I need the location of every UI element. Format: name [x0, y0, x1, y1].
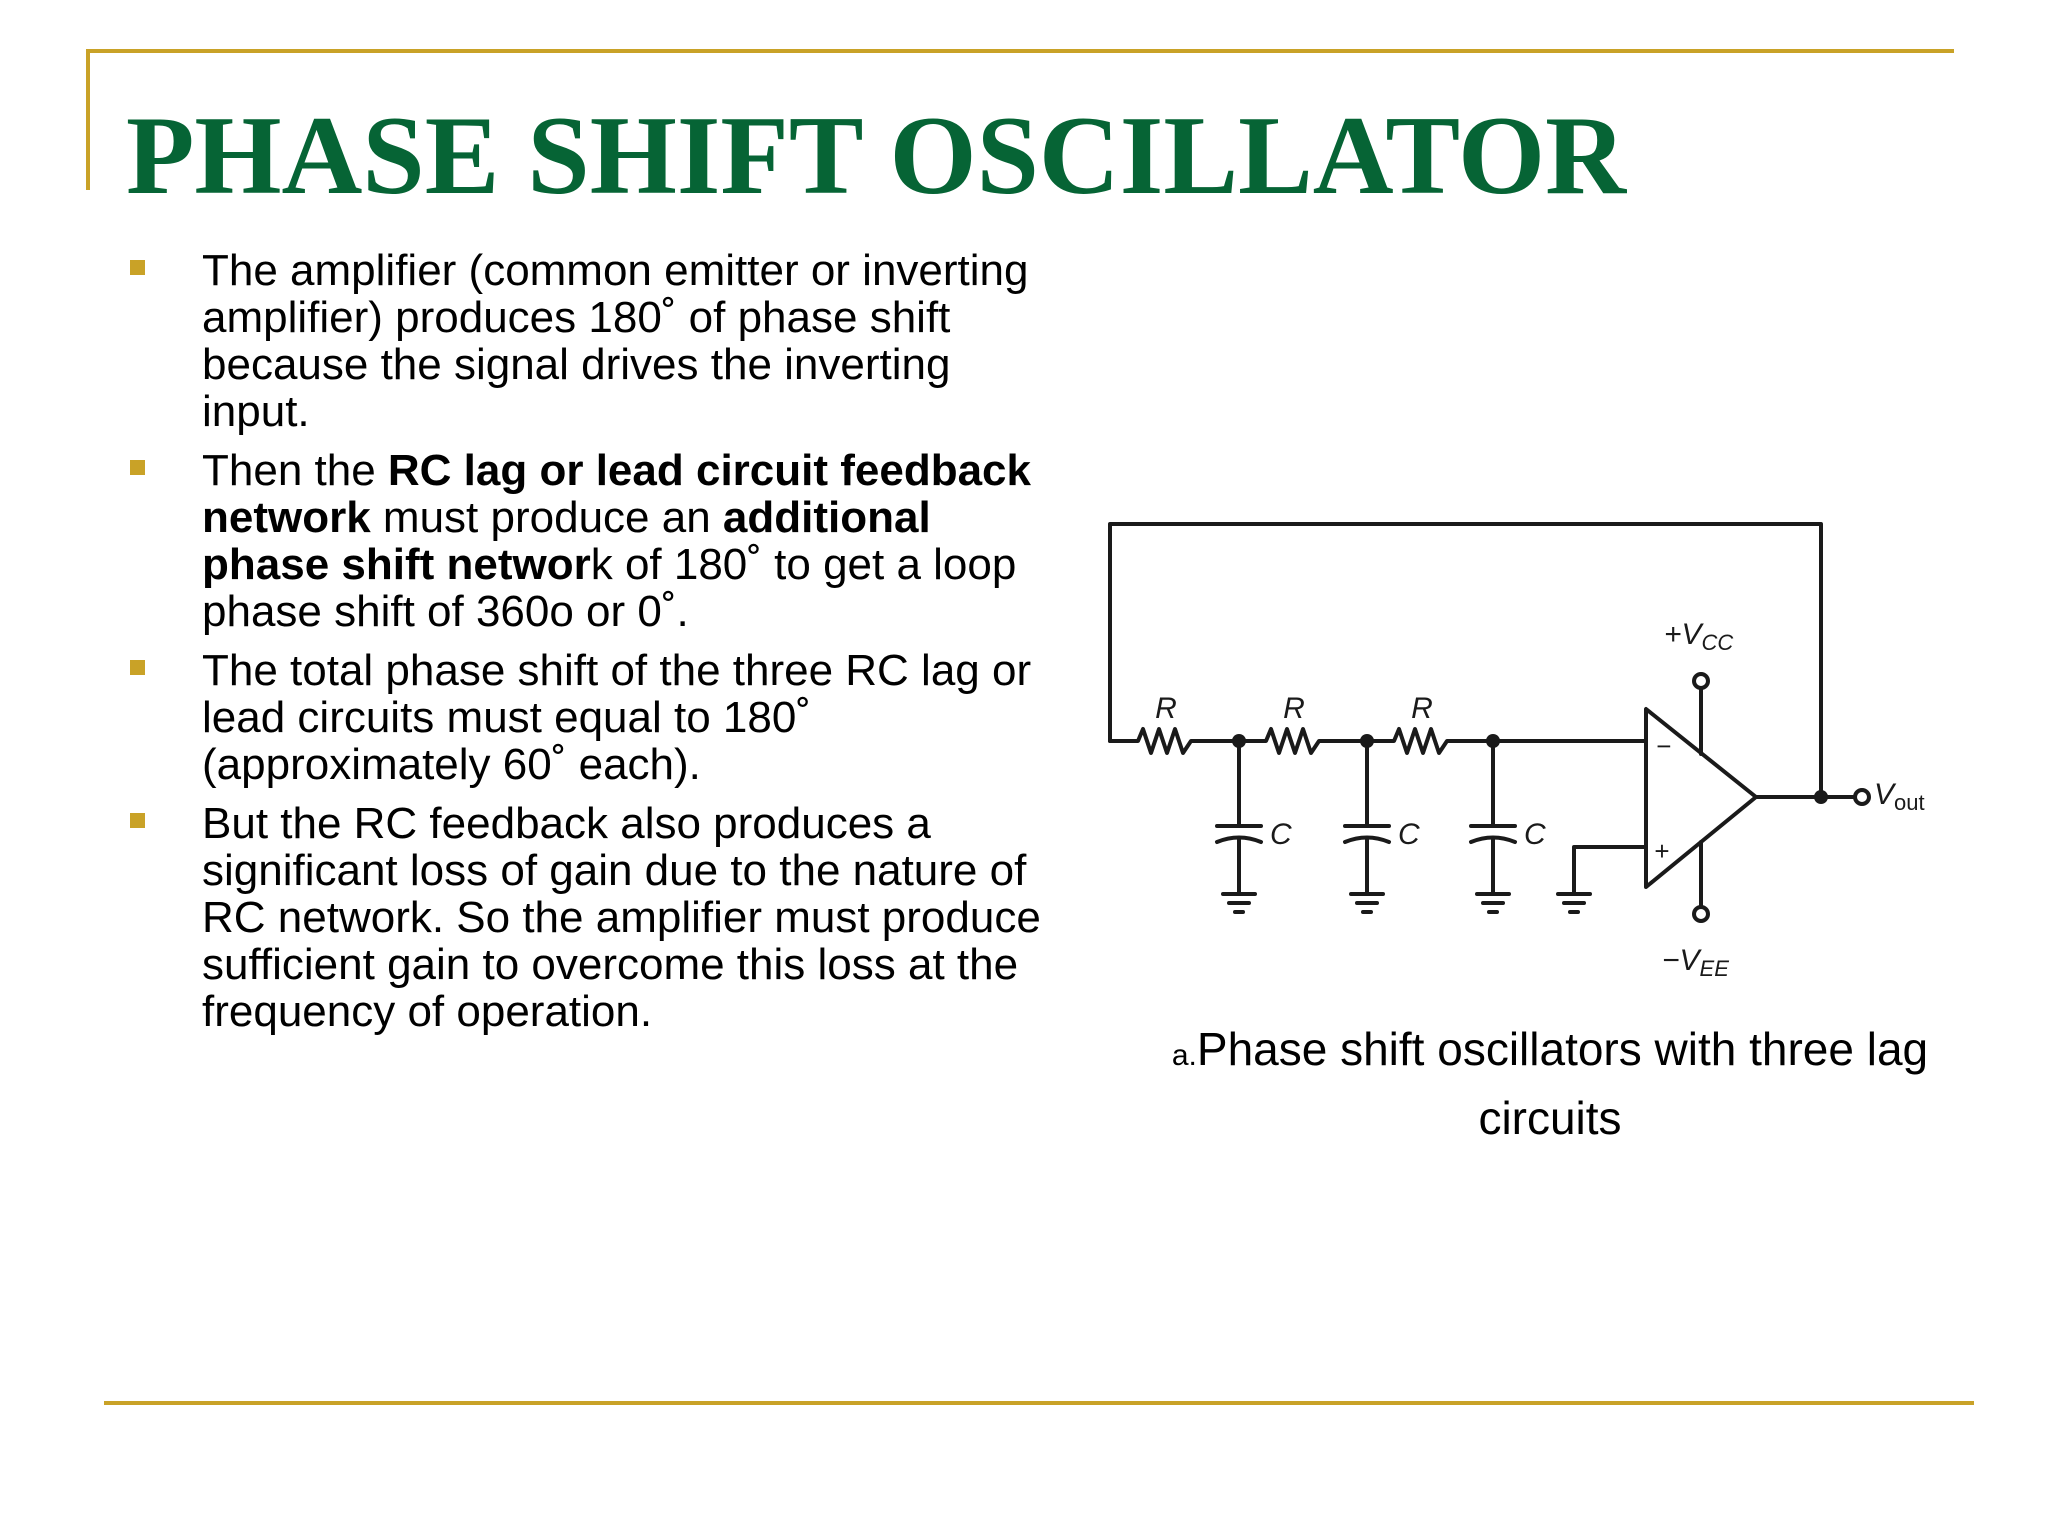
- top-rule: [86, 49, 1954, 53]
- left-rule: [86, 49, 90, 190]
- resistor-2: [1239, 729, 1367, 753]
- bullet-item: [120, 800, 1060, 1035]
- text-run: k of 180˚ to get a loop phase shift of 360o or 0˚.: [202, 540, 1017, 636]
- bold-text: additional phase shift networ: [202, 493, 931, 589]
- square-bullet-icon: [130, 260, 145, 275]
- vee-sub: EE: [1699, 956, 1729, 981]
- capacitor-3: [1471, 741, 1515, 912]
- text-run: Then the: [202, 446, 388, 495]
- bullet-text: [202, 646, 1031, 789]
- feedback-wire: [1110, 524, 1821, 797]
- inverting-input-sign: −: [1656, 731, 1672, 761]
- vee-main: −V: [1662, 944, 1700, 977]
- junction-dot: [1232, 734, 1246, 748]
- resistor-3-label: R: [1411, 692, 1433, 725]
- vout-main: V: [1874, 778, 1895, 811]
- output-terminal: [1855, 790, 1869, 804]
- text-run: The total phase shift of the three RC lag or lead circuits must equal to 180˚ (approximately 60˚ each).: [202, 646, 1032, 789]
- resistor-2-label: R: [1283, 692, 1305, 725]
- noninverting-input-sign: +: [1654, 836, 1670, 866]
- bullet-text: [202, 446, 1031, 636]
- vee-terminal: [1694, 907, 1708, 921]
- slide-title: PHASE SHIFT OSCILLATOR: [126, 94, 1627, 218]
- capacitor-1: [1217, 741, 1261, 912]
- capacitor-2-label: C: [1398, 818, 1420, 851]
- junction-dot: [1360, 734, 1374, 748]
- bottom-rule: [104, 1401, 1974, 1405]
- capacitor-1-label: C: [1270, 818, 1292, 851]
- resistor-1: [1110, 729, 1239, 753]
- caption-text: Phase shift oscillators with three lag circuits: [1196, 1023, 1929, 1144]
- square-bullet-icon: [130, 660, 145, 675]
- vee-label: [1662, 944, 1729, 981]
- square-bullet-icon: [130, 460, 145, 475]
- bullet-text: [202, 246, 1028, 436]
- capacitor-3-label: C: [1524, 818, 1546, 851]
- bold-text: RC lag or lead circuit feedback network: [202, 446, 1031, 542]
- vcc-terminal: [1694, 674, 1708, 688]
- vout-sub: out: [1894, 790, 1925, 815]
- caption-prefix: a.: [1171, 1039, 1197, 1072]
- bullet-item: [120, 247, 1060, 435]
- capacitor-2: [1345, 741, 1389, 912]
- text-run: But the RC feedback also produces a significant loss of gain due to the nature of RC network. So the amplifier must produce sufficient gain to overcome this loss at the frequency of operation.: [202, 799, 1041, 1036]
- figure-caption: [1110, 1018, 1990, 1149]
- junction-dot: [1486, 734, 1500, 748]
- bullet-list: [120, 247, 1060, 1047]
- bullet-item: [120, 447, 1060, 635]
- text-run: The amplifier (common emitter or inverting amplifier) produces 180˚ of phase shift because the signal drives the inverting input.: [202, 246, 1029, 436]
- text-run: must produce an: [370, 493, 723, 542]
- bullet-item: [120, 647, 1060, 788]
- phase-shift-oscillator-schematic: [1096, 492, 1952, 984]
- bullet-text: [202, 799, 1041, 1036]
- junction-dot: [1814, 790, 1828, 804]
- square-bullet-icon: [130, 813, 145, 828]
- resistor-1-label: R: [1155, 692, 1177, 725]
- vcc-label: [1664, 618, 1733, 655]
- vcc-sub: CC: [1701, 630, 1734, 655]
- resistor-3: [1367, 729, 1646, 753]
- vout-label: [1874, 778, 1925, 815]
- noninverting-ground: [1558, 847, 1646, 912]
- vcc-main: +V: [1664, 618, 1702, 651]
